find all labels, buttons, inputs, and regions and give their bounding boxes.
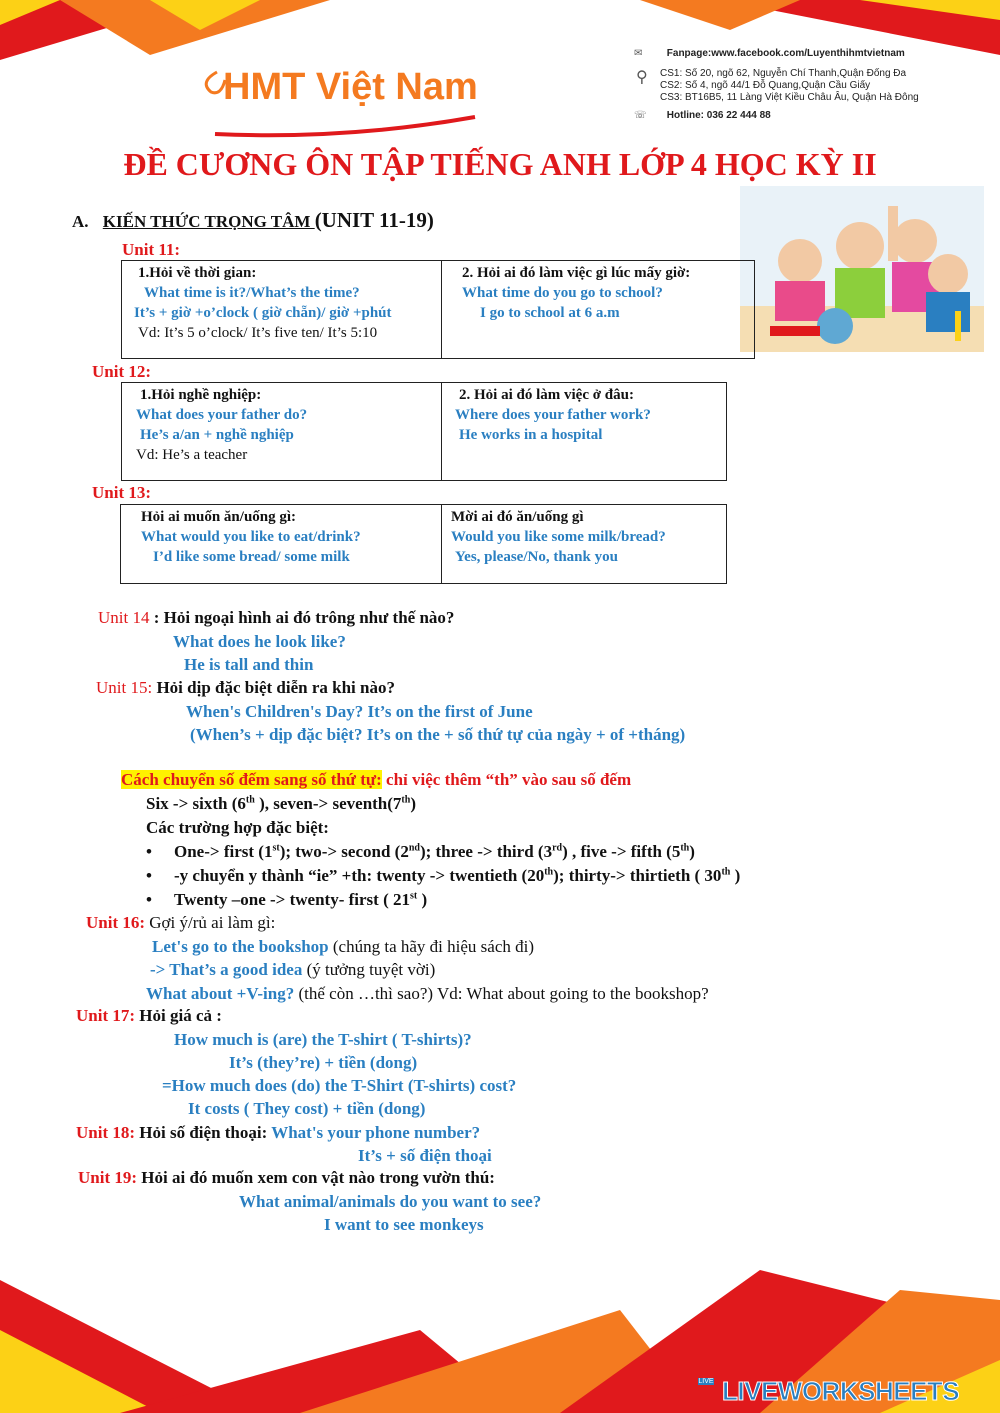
unit19-desc: Hỏi ai đó muốn xem con vật nào trong vườn thú: [137,1168,495,1187]
sup: th [721,866,731,878]
unit17-line4: It costs ( They cost) + tiền (dong) [188,1099,426,1118]
unit15-label: Unit 15: [96,678,153,697]
sup: rd [552,842,563,854]
bullet-3 [146,890,427,910]
sup: nd [408,842,420,854]
unit16-line2 [150,960,435,980]
unit15-desc: Hỏi dịp đặc biệt diễn ra khi nào? [152,678,395,697]
unit17-line2: It’s (they’re) + tiền (dong) [229,1053,418,1072]
unit12-label: Unit 12: [92,362,152,381]
b1-b: ); two-> second (2 [279,842,409,861]
unit14-label: Unit 14 [98,608,150,627]
unit17-label: Unit 17: [76,1006,136,1025]
unit12-left-question: What does your father do? [136,407,308,423]
ordinal-rule: chỉ việc thêm “th” vào sau số đếm [381,770,632,789]
ordinal-example [146,794,416,814]
sup: st [272,842,280,854]
mail-icon: ✉ [634,48,643,59]
unit15-question: When's Children's Day? It’s on the first of June [186,702,533,721]
unit13-right-heading: Mời ai đó ăn/uống gì [451,509,584,525]
unit12-left-heading: 1.Hỏi nghề nghiệp: [140,387,262,403]
unit16-what-about: What about +V-ing? [146,984,295,1003]
sup: th [401,794,411,806]
unit18-desc: Hỏi số điện thoại: [135,1123,272,1142]
unit19-answer: I want to see monkeys [324,1215,484,1234]
ordinal-example-b: ), seven-> seventh(7 [254,794,402,813]
unit12-right-cell [455,385,651,445]
logo [195,62,485,142]
hotline-text: Hotline: 036 22 444 88 [666,110,771,121]
unit11-table [121,260,755,359]
unit16-response: -> That’s a good idea [150,960,303,979]
unit12-left-example: Vd: He’s a teacher [136,447,248,463]
unit17-line1: How much is (are) the T-shirt ( T-shirts)? [174,1030,472,1049]
fanpage-text: Fanpage:www.facebook.com/Luyenthihmtvietnam [666,48,905,59]
bullet-dot: • [146,890,152,909]
unit16-what-about-note: (thế còn …thì sao?) Vd: What about going to the bookshop? [294,984,709,1003]
live-vertical-label: LIVE [698,1378,714,1385]
unit15-formula: (When’s + dịp đặc biệt? It’s on the + số thứ tự của ngày + of +tháng) [190,725,686,744]
unit18-line [76,1123,480,1143]
unit12-right-question: Where does your father work? [455,407,651,423]
unit13-label: Unit 13: [92,483,152,502]
ordinal-highlight: Cách chuyển số đếm sang số thứ tự: [121,770,382,789]
unit16-suggestion: Let's go to the bookshop [152,937,329,956]
section-a-heading [72,208,434,233]
sup: th [245,794,255,806]
unit12-right-answer: He works in a hospital [459,427,603,443]
unit16-suggestion-note: (chúng ta hãy đi hiệu sách đi) [328,937,534,956]
unit13-right-cell [451,507,666,567]
top-left-decoration [0,0,330,70]
b1-e: ) [689,842,695,861]
ordinal-heading [121,770,631,790]
unit13-left-question: What would you like to eat/drink? [141,529,361,545]
unit13-left-cell [141,507,361,567]
unit13-right-answer: Yes, please/No, thank you [455,549,618,565]
unit18-question: What's your phone number? [271,1123,481,1142]
logo-text: HMT Việt Nam [223,66,478,108]
unit19-label: Unit 19: [78,1168,138,1187]
unit11-right-answer: I go to school at 6 a.m [480,305,620,321]
section-letter: A. [72,212,89,231]
b2-a: -y chuyển y thành “ie” +th: twenty -> twentieth (20 [174,866,545,885]
sup: st [410,890,418,902]
unit12-left-answer: He’s a/an + nghề nghiệp [140,427,294,443]
unit14-answer: He is tall and thin [184,655,314,674]
section-range: (UNIT 11-19) [314,208,434,232]
unit14-question: What does he look like? [173,632,346,651]
unit14-line [98,608,454,628]
unit16-label: Unit 16: [86,913,146,932]
section-heading-text: KIẾN THỨC TRỌNG TÂM [102,212,315,231]
unit17-line3: =How much does (do) the T-Shirt (T-shirts) cost? [162,1076,517,1095]
liveworksheets-badge[interactable] [696,1376,996,1408]
unit11-left-answer: It’s + giờ +o’clock ( giờ chẵn)/ giờ +phút [134,305,392,321]
unit15-line [96,678,395,698]
address-cs3: CS3: BT16B5, 11 Làng Việt Kiều Châu Âu, Quận Hà Đông [660,92,919,103]
unit11-right-question: What time do you go to school? [462,285,663,301]
unit12-table [121,382,727,481]
ordinal-example-c: ) [410,794,416,813]
b2-b: ); thirty-> thirtieth ( 30 [553,866,722,885]
unit11-left-example: Vd: It’s 5 o’clock/ It’s five ten/ It’s 5:10 [138,325,378,341]
phone-icon: ☏ [634,110,647,121]
unit17-desc: Hỏi giá cả : [135,1006,222,1025]
bullet-dot: • [146,866,152,885]
bullet-1 [146,842,695,862]
unit14-desc: : Hỏi ngoại hình ai đó trông như thế nào? [149,608,455,627]
unit16-line [86,913,275,933]
ordinal-example-a: Six -> sixth (6 [146,794,246,813]
unit16-response-note: (ý tưởng tuyệt vời) [302,960,436,979]
b1-a: One-> first (1 [174,842,273,861]
unit11-label: Unit 11: [122,240,181,259]
unit11-left-question: What time is it?/What’s the time? [144,285,360,301]
unit18-answer: It’s + số điện thoại [358,1146,492,1165]
unit13-left-heading: Hỏi ai muốn ăn/uống gì: [141,509,297,525]
special-cases-heading: Các trường hợp đặc biệt: [146,818,329,837]
unit17-line [76,1006,222,1026]
sup: th [680,842,690,854]
b3-b: ) [417,890,428,909]
address-cs1: CS1: Số 20, ngõ 62, Nguyễn Chí Thanh,Quận Đống Đa [660,68,907,79]
bullet-dot: • [146,842,152,861]
page-title: ĐỀ CƯƠNG ÔN TẬP TIẾNG ANH LỚP 4 HỌC KỲ II [123,146,877,182]
unit16-line1 [152,937,534,957]
unit19-question: What animal/animals do you want to see? [239,1192,542,1211]
students-illustration [740,186,984,352]
liveworksheets-logo-text: LIVEWORKSHEETS [722,1376,960,1406]
b1-d: ) , five -> fifth (5 [562,842,681,861]
unit16-line3 [146,984,709,1004]
unit13-table [120,504,727,584]
unit16-desc: Gợi ý/rủ ai làm gì: [145,913,276,932]
b3-a: Twenty –one -> twenty- first ( 21 [174,890,410,909]
unit12-right-heading: 2. Hỏi ai đó làm việc ở đâu: [459,387,634,403]
unit13-right-question: Would you like some milk/bread? [451,529,666,545]
unit18-label: Unit 18: [76,1123,136,1142]
unit19-line [78,1168,495,1188]
location-pin-icon: ⚲ [636,69,648,86]
unit13-left-answer: I’d like some bread/ some milk [153,549,350,565]
unit11-right-heading: 2. Hỏi ai đó làm việc gì lúc mấy giờ: [462,265,691,281]
unit12-left-cell [136,385,307,465]
sup: th [544,866,554,878]
b2-c: ) [730,866,741,885]
bullet-2 [146,866,740,886]
unit11-left-cell [134,263,392,343]
address-cs2: CS2: Số 4, ngõ 44/1 Đỗ Quang,Quận Cầu Giấy [660,80,871,91]
unit11-right-cell [462,263,690,323]
unit11-left-heading: 1.Hỏi về thời gian: [138,265,257,281]
b1-c: ); three -> third (3 [419,842,553,861]
